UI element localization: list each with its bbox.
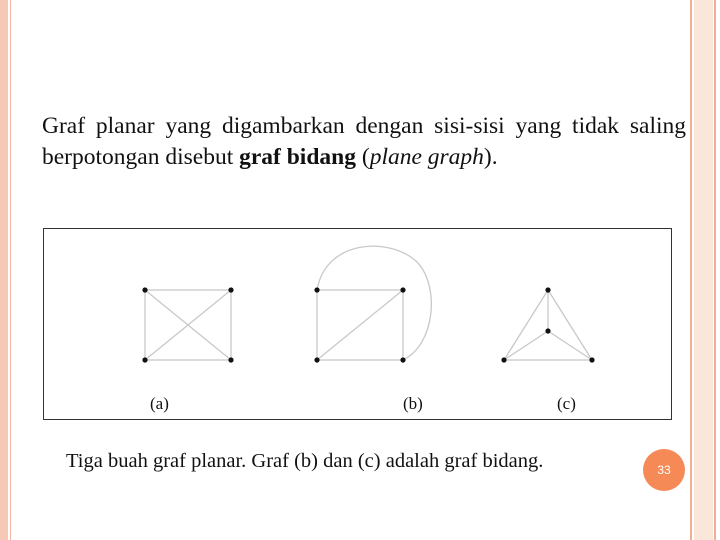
right-decorative-line-outer bbox=[714, 0, 716, 540]
graph-c-vertex bbox=[589, 357, 594, 362]
paragraph-text-2: ( bbox=[355, 144, 370, 170]
graph-c-edge bbox=[548, 290, 592, 360]
graph-b-vertex bbox=[314, 357, 319, 362]
graph-b-arc-edge bbox=[317, 246, 431, 360]
page-number-badge bbox=[643, 449, 685, 491]
graph-c-edge bbox=[504, 331, 548, 360]
left-decorative-line bbox=[10, 0, 11, 540]
graph-c-edge bbox=[548, 331, 592, 360]
graph-c-vertex bbox=[545, 328, 550, 333]
right-decorative-bar bbox=[694, 0, 713, 540]
graph-c-label: (c) bbox=[557, 394, 576, 413]
graph-figure-drawing bbox=[44, 229, 673, 421]
graph-b bbox=[317, 246, 431, 360]
page-number: 33 bbox=[657, 463, 671, 477]
graph-b-vertex bbox=[314, 287, 319, 292]
graph-b-vertex bbox=[400, 357, 405, 362]
graph-c-vertex bbox=[501, 357, 506, 362]
graph-figure bbox=[43, 228, 672, 420]
graph-a-vertex bbox=[228, 287, 233, 292]
graph-a-vertex bbox=[228, 357, 233, 362]
paragraph-text-1: Graf planar yang digambarkan dengan sisi-sisi yang tidak saling berpotongan disebut bbox=[42, 113, 686, 170]
graph-c-edge bbox=[504, 290, 548, 360]
graph-c-vertex bbox=[545, 287, 550, 292]
graph-b-edge bbox=[317, 290, 403, 360]
graph-a-vertex bbox=[142, 357, 147, 362]
graph-b-vertex bbox=[400, 287, 405, 292]
right-decorative-line-inner bbox=[690, 0, 692, 540]
definition-paragraph bbox=[42, 111, 686, 173]
left-decorative-bar bbox=[0, 0, 8, 540]
graph-a-vertex bbox=[142, 287, 147, 292]
paragraph-bold-term: graf bidang bbox=[239, 144, 356, 170]
graph-a bbox=[145, 290, 231, 360]
graph-b-label: (b) bbox=[403, 394, 423, 413]
graph-c bbox=[504, 290, 592, 360]
paragraph-italic-term: plane graph bbox=[369, 144, 484, 170]
figure-caption: Tiga buah graf planar. Graf (b) dan (c) adalah graf bidang. bbox=[66, 450, 544, 472]
graph-a-label: (a) bbox=[150, 394, 169, 413]
paragraph-text-3: ). bbox=[483, 144, 498, 170]
